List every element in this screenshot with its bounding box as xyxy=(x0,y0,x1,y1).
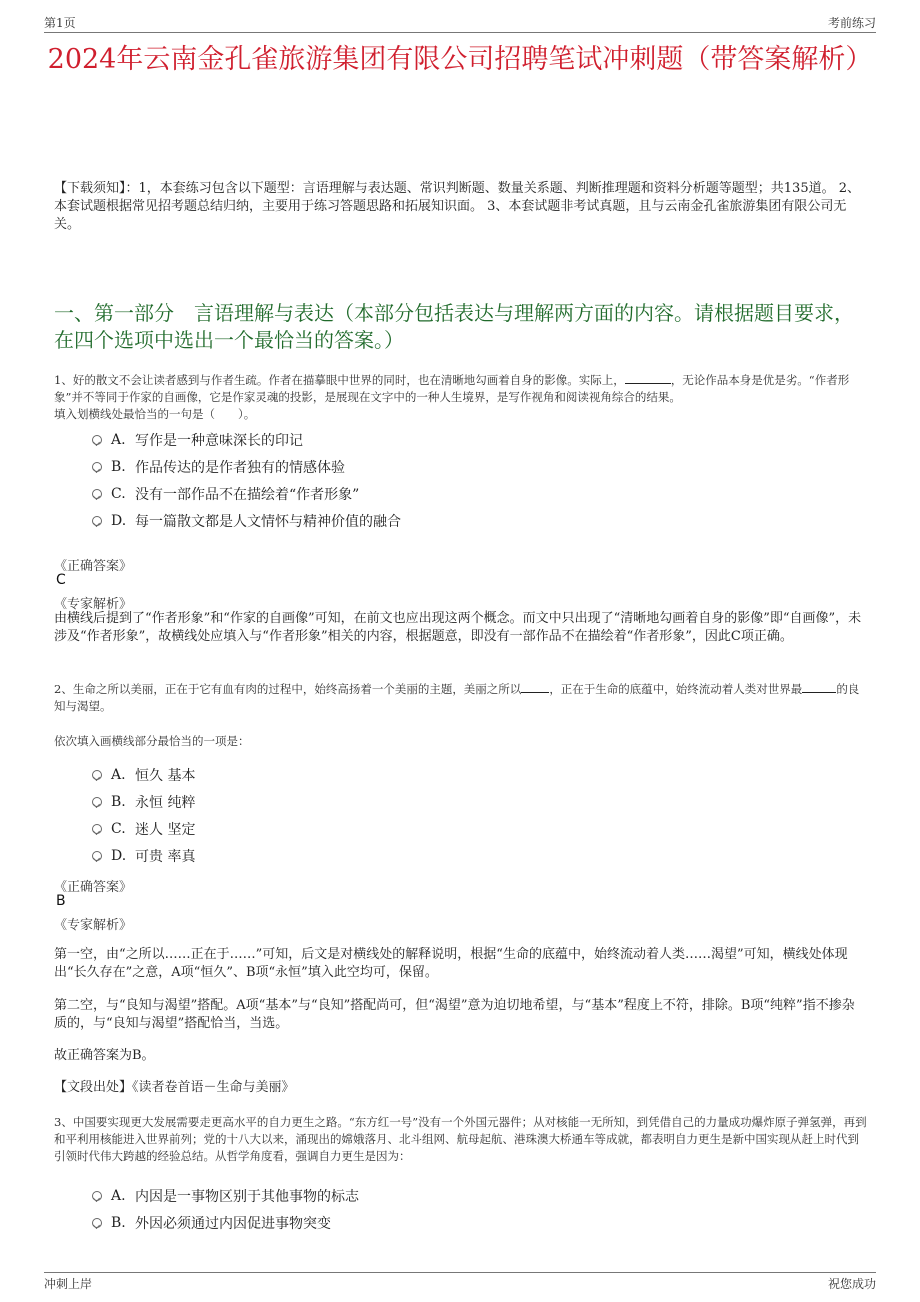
header-tag: 考前练习 xyxy=(827,16,876,30)
correct-answer-label: 《正确答案》 xyxy=(54,559,133,574)
page-number: 第1页 xyxy=(44,16,76,30)
radio-icon[interactable] xyxy=(92,516,102,526)
page-header xyxy=(44,14,876,33)
correct-answer: B xyxy=(56,893,66,909)
analysis-text: 由横线后提到了“作者形象”和“作家的自画像”可知，在前文也应出现这两个概念。而文中只出现了“清晰地勾画着自身的影像”即“自画像”，未涉及“作者形象”，故横线处应填入与“作者形象”相关的内容，根据题意，即没有一部作品不在描绘着“作者形象”，因此C项正确。 xyxy=(54,611,862,644)
radio-icon[interactable] xyxy=(92,824,102,834)
option-a[interactable]: A. 内因是一事物区别于其他事物的标志 xyxy=(92,1182,852,1209)
radio-icon[interactable] xyxy=(92,462,102,472)
footer-left-text: 冲刺上岸 xyxy=(44,1277,93,1291)
question-2-prompt: 依次填入画横线部分最恰当的一项是： xyxy=(54,734,250,748)
radio-icon[interactable] xyxy=(92,797,102,807)
question-2-options xyxy=(92,761,852,869)
correct-answer: C xyxy=(56,572,66,588)
option-b[interactable]: B. 作品传达的是作者独有的情感体验 xyxy=(92,453,852,480)
option-d[interactable]: D. 可贵 率真 xyxy=(92,842,852,869)
radio-icon[interactable] xyxy=(92,1218,102,1228)
analysis-paragraph-1: 第一空，由“之所以……正在于……”可知，后文是对横线处的解释说明，根据“生命的底蕴中，始终流动着人类……渴望”可知，横线处体现出“长久存在”之意，A项“恒久”、B项“永恒”填入此空均可，保留。 xyxy=(54,947,848,980)
radio-icon[interactable] xyxy=(92,770,102,780)
radio-icon[interactable] xyxy=(92,435,102,445)
question-3-options xyxy=(92,1182,852,1236)
download-notice: 【下载须知】：1，本套练习包含以下题型：言语理解与表达题、常识判断题、数量关系题、判断推理题和资料分析题等题型；共135道。 2、本套试题根据常见招考题总结归纳，主要用于练习答题思路和拓展知识面。 3、本套试题非考试真题，且与云南金孔雀旅游集团有限公司无关。 xyxy=(54,181,860,232)
expert-analysis-label: 《专家解析》 xyxy=(54,597,133,612)
option-a[interactable]: A. 写作是一种意味深长的印记 xyxy=(92,426,852,453)
question-3-stem: 3、中国要实现更大发展需要走更高水平的自力更生之路。“东方红一号”没有一个外国元器件；从对核能一无所知，到凭借自己的力量成功爆炸原子弹氢弹，再到和平利用核能进入世界前列；党的十八大以来，涌现出的嫦娥落月、北斗组网、航母起航、港珠澳大桥通车等成就，都表明自力更生是新中国实现从赶上时代到引领时代伟大跨越的经验总结。从哲学角度看，强调自力更生是因为： xyxy=(54,1115,867,1163)
section-heading: 一、第一部分 言语理解与表达（本部分包括表达与理解两方面的内容。请根据题目要求，在四个选项中选出一个最恰当的答案。） xyxy=(54,301,854,352)
document-title: 2024年云南金孔雀旅游集团有限公司招聘笔试冲刺题（带答案解析） xyxy=(47,44,873,75)
radio-icon[interactable] xyxy=(92,489,102,499)
page-footer xyxy=(44,1272,876,1291)
option-b[interactable]: B. 永恒 纯粹 xyxy=(92,788,852,815)
option-a[interactable]: A. 恒久 基本 xyxy=(92,761,852,788)
fill-blank xyxy=(802,680,836,693)
option-d[interactable]: D. 每一篇散文都是人文情怀与精神价值的融合 xyxy=(92,507,852,534)
option-c[interactable]: C. 迷人 坚定 xyxy=(92,815,852,842)
radio-icon[interactable] xyxy=(92,851,102,861)
option-b[interactable]: B. 外因必须通过内因促进事物突变 xyxy=(92,1209,852,1236)
question-1-stem: 1、好的散文不会让读者感到与作者生疏。作者在描摹眼中世界的同时，也在清晰地勾画着自身的影像。实际上， ，无论作品本身是优是劣。“作者形象”并不等同于作家的自画像，它是作家灵魂的投影，是展现在文字中的一种人生境界，是写作视角和阅读视角综合的结果。 填入划横线处最恰当的一句是（ ）。 xyxy=(54,373,850,421)
question-1-options xyxy=(92,426,852,534)
fill-blank xyxy=(625,371,671,384)
radio-icon[interactable] xyxy=(92,1191,102,1201)
option-c[interactable]: C. 没有一部作品不在描绘着“作者形象” xyxy=(92,480,852,507)
question-1-prompt: 填入划横线处最恰当的一句是（ ）。 xyxy=(54,407,256,421)
analysis-paragraph-2: 第二空，与“良知与渴望”搭配。A项“基本”与“良知”搭配尚可，但“渴望”意为迫切地希望，与“基本”程度上不符，排除。B项“纯粹”指不掺杂质的，与“良知与渴望”搭配恰当，当选。 xyxy=(54,998,855,1031)
correct-answer-label: 《正确答案》 xyxy=(54,880,133,895)
fill-blank xyxy=(521,680,549,693)
expert-analysis-label: 《专家解析》 xyxy=(54,918,133,933)
question-2-stem: 2、生命之所以美丽，正在于它有血有肉的过程中，始终高扬着一个美丽的主题，美丽之所以 ，正在于生命的底蕴中，始终流动着人类对世界最 的良知与渴望。 xyxy=(54,682,860,713)
analysis-conclusion: 故正确答案为B。 xyxy=(54,1048,155,1063)
passage-source: 【文段出处】《读者卷首语－生命与美丽》 xyxy=(54,1080,295,1095)
footer-right-text: 祝您成功 xyxy=(827,1277,876,1291)
